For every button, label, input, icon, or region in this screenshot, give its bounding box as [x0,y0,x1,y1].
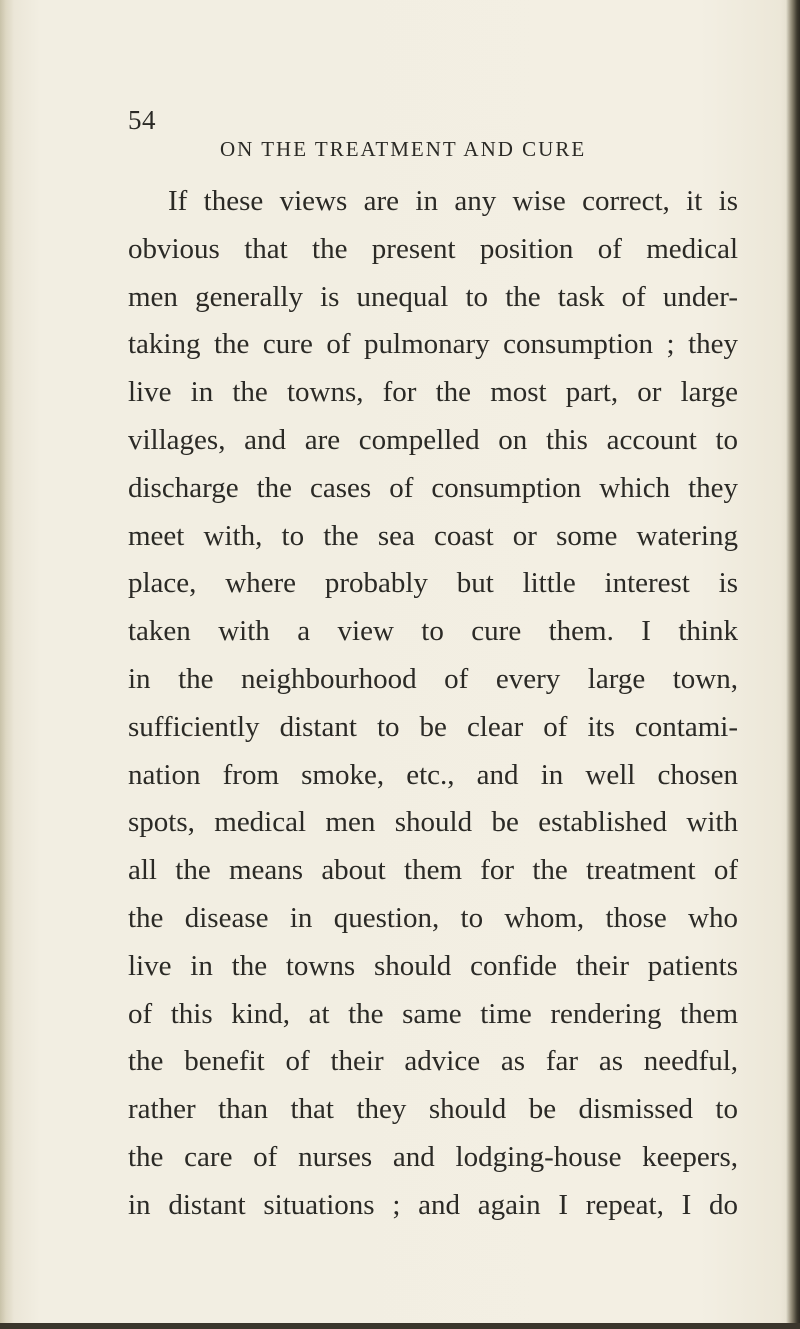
text-line: If these views are in any wise correct, it is [168,185,738,217]
text-line: meet with, to the sea coast or some watering [128,519,738,552]
text-line: rather than that they should be dismissed to [128,1093,738,1126]
text-line: taken with a view to cure them. I think [128,615,738,648]
text-line: obvious that the present position of medical [128,232,738,265]
page-header [0,105,800,161]
text-line: all the means about them for the treatment of [128,854,738,887]
page-gutter-shadow [0,0,14,1329]
page-bottom-edge [0,1323,800,1329]
text-line: in the neighbourhood of every large town, [128,662,738,695]
text-line: live in the towns, for the most part, or large [128,376,738,409]
text-line: the disease in question, to whom, those who [128,901,738,934]
text-line: sufficiently distant to be clear of its contami- [128,710,738,743]
text-line: discharge the cases of consumption which they [128,471,738,504]
text-line: nation from smoke, etc., and in well chosen [128,758,738,791]
text-line: men generally is unequal to the task of under- [128,280,738,313]
page-edge-shadow [786,0,800,1329]
text-line: taking the cure of pulmonary consumption ; they [128,328,738,361]
text-line: villages, and are compelled on this account to [128,423,738,456]
text-line: of this kind, at the same time rendering them [128,997,738,1030]
page-number: 54 [128,105,156,135]
text-line: the benefit of their advice as far as needful, [128,1045,738,1078]
text-line: place, where probably but little interest is [128,567,738,600]
text-line: spots, medical men should be established with [128,806,738,839]
text-line: in distant situations ; and again I repeat, I do [128,1188,738,1221]
body-text [128,178,738,1230]
running-head: ON THE TREATMENT AND CURE [220,137,587,161]
text-line: the care of nurses and lodging-house keepers, [128,1140,738,1173]
text-line: live in the towns should confide their patients [128,949,738,982]
